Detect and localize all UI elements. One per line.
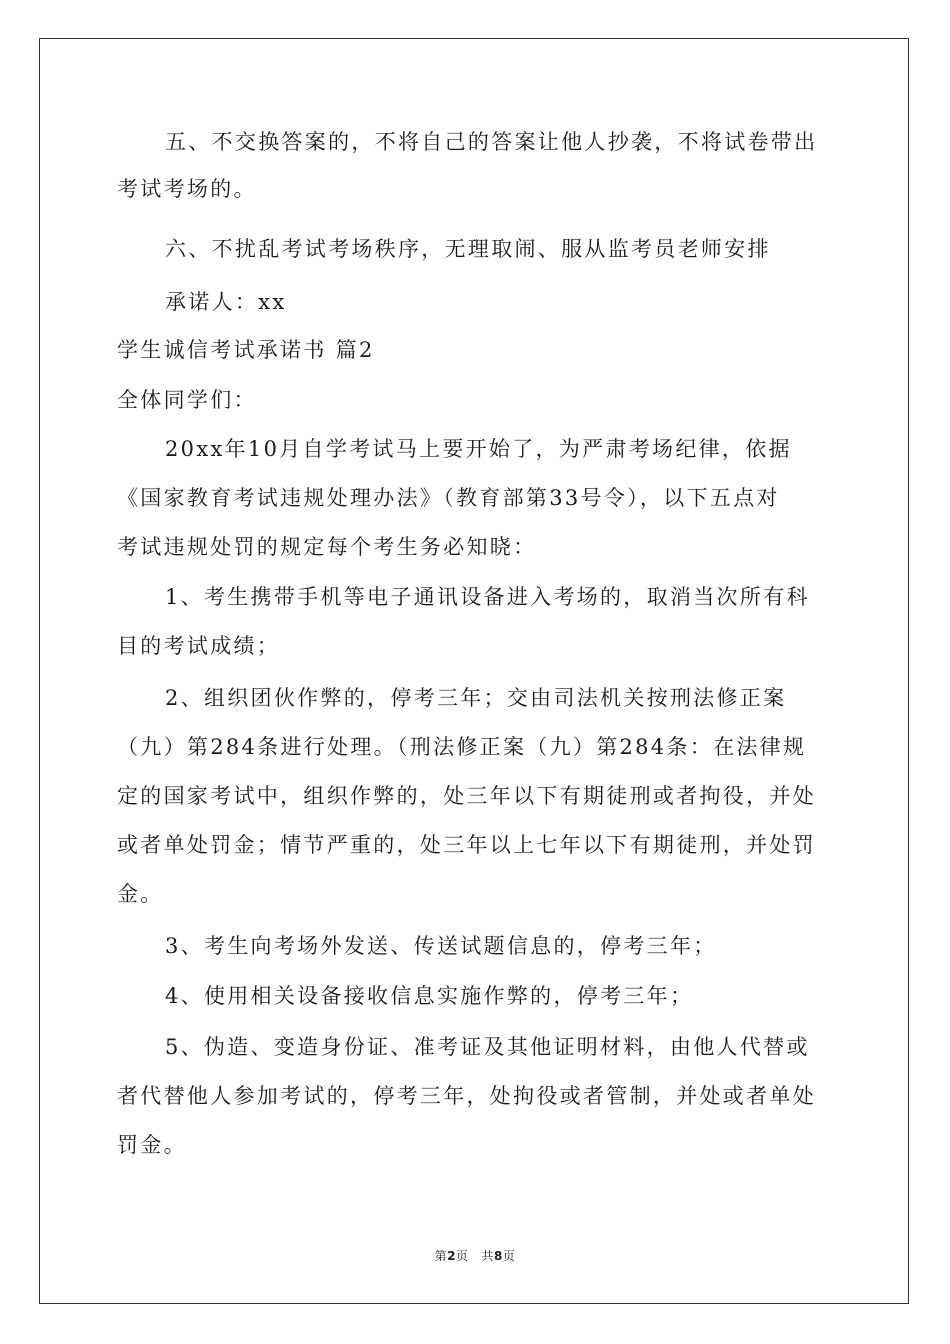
- list-item-line: 者代替他人参加考试的，停考三年，处拘役或者管制，并处或者单处: [117, 1084, 816, 1108]
- salutation: 全体同学们：: [117, 388, 257, 412]
- list-item-line: 金。: [117, 882, 164, 906]
- paragraph-line: 20xx年10月自学考试马上要开始了，为严肃考场纪律，依据: [165, 437, 792, 461]
- paragraph-line: 五、不交换答案的，不将自己的答案让他人抄袭，不将试卷带出: [165, 130, 818, 154]
- paragraph-line: 考试考场的。: [117, 177, 257, 201]
- page-footer: [0, 1247, 950, 1264]
- page-current: 2: [447, 1249, 456, 1263]
- page-border: [39, 38, 909, 1304]
- total-suffix: 页: [502, 1249, 516, 1263]
- list-item-line: 目的考试成绩；: [117, 634, 281, 658]
- paragraph-line: 六、不扰乱考试考场秩序，无理取闹、服从监考员老师安排: [165, 237, 771, 261]
- list-item-line: 3、考生向考场外发送、传送试题信息的，停考三年；: [165, 934, 717, 958]
- list-item-line: 罚金。: [117, 1133, 187, 1157]
- list-item-line: （九）第284条进行处理。（刑法修正案（九）第284条：在法律规: [117, 735, 807, 759]
- section-heading: 学生诚信考试承诺书 篇2: [117, 338, 375, 362]
- page-total: 8: [493, 1249, 503, 1263]
- list-item-line: 定的国家考试中，组织作弊的，处三年以下有期徒刑或者拘役，并处: [117, 784, 816, 808]
- list-item-line: 4、使用相关设备接收信息实施作弊的，停考三年；: [165, 984, 694, 1008]
- list-item-line: 或者单处罚金；情节严重的，处三年以上七年以下有期徒刑，并处罚: [117, 833, 816, 857]
- page-suffix: 页: [456, 1249, 469, 1263]
- signature-line: 承诺人：xx: [165, 290, 287, 314]
- page-prefix: 第: [434, 1249, 448, 1263]
- total-prefix: 共: [481, 1249, 494, 1263]
- list-item-line: 5、伪造、变造身份证、准考证及其他证明材料，由他人代替或: [165, 1035, 810, 1059]
- list-item-line: 2、组织团伙作弊的，停考三年；交由司法机关按刑法修正案: [165, 686, 787, 710]
- list-item-line: 1、考生携带手机等电子通讯设备进入考场的，取消当次所有科: [165, 585, 810, 609]
- paragraph-line: 考试违规处罚的规定每个考生务必知晓：: [117, 535, 537, 559]
- paragraph-line: 《国家教育考试违规处理办法》（教育部第33号令），以下五点对: [117, 486, 780, 510]
